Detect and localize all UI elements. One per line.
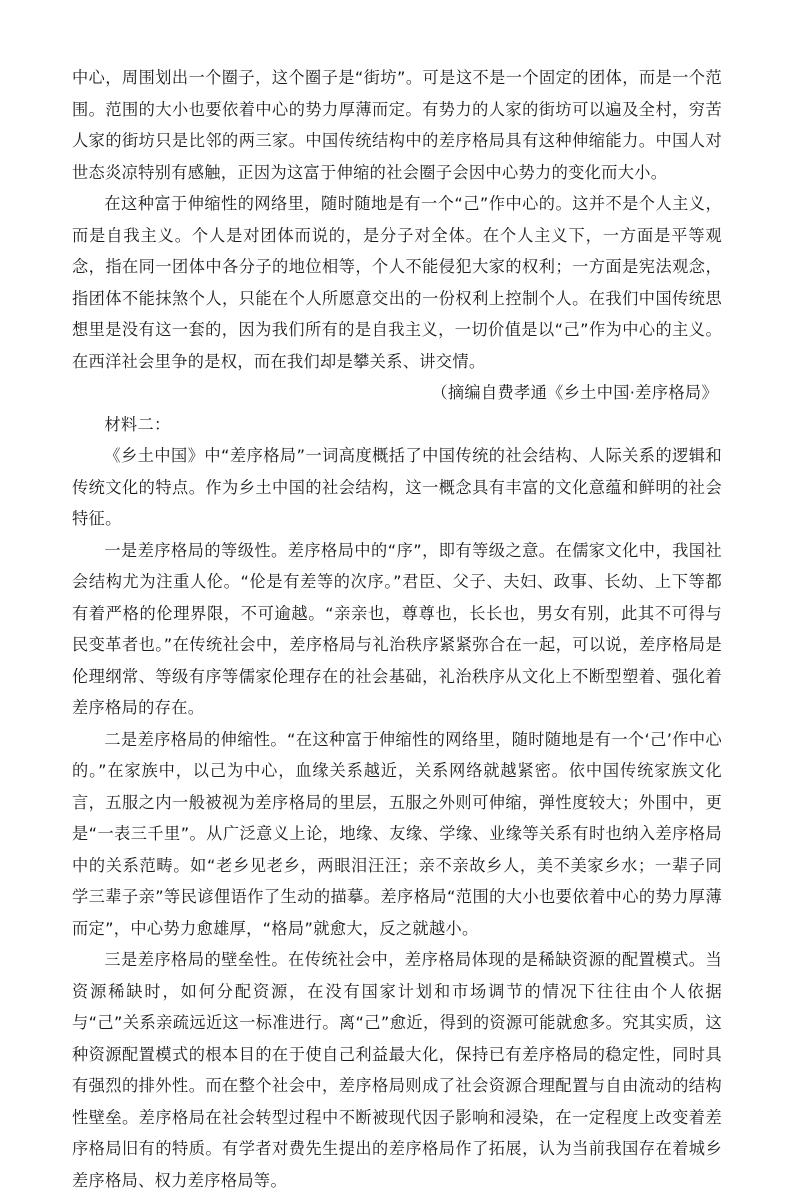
paragraph-hierarchy: 一是差序格局的等级性。差序格局中的“序”，即有等级之意。在儒家文化中，我国社会结构尤为注重人伦。“伦是有差等的次序。”君臣、父子、夫妇、政事、长幼、上下等都有着严格的伦理界限，不可逾越。“亲亲也，尊尊也，长长也，男女有别，此其不可得与民变革者也。”在传统社会中，差序格局与礼治秩序紧紧弥合在一起，可以说，差序格局是伦理纲常、等级有序等儒家伦理存在的社会基础，礼治秩序从文化上不断型塑着、强化着差序格局的存在。 xyxy=(72,540,722,717)
document-page xyxy=(72,62,722,1196)
source-citation: （摘编自费孝通《乡土中国·差序格局》 xyxy=(431,383,718,402)
paragraph-elasticity: 二是差序格局的伸缩性。“在这种富于伸缩性的网络里，随时随地是有一个‘己’作中心的。”在家族中，以己为中心，血缘关系越近，关系网络就越紧密。依中国传统家族文化言，五服之内一般被视为差序格局的里层，五服之外则可伸缩，弹性度较大；外围中，更是“一表三千里”。从广泛意义上论，地缘、友缘、学缘、业缘等关系有时也纳入差序格局中的关系范畴。如“老乡见老乡，两眼泪汪汪；亲不亲故乡人，美不美家乡水；一辈子同学三辈子亲”等民谚俚语作了生动的描摹。差序格局“范围的大小也要依着中心的势力厚薄而定”，中心势力愈雄厚，“格局”就愈大，反之就越小。 xyxy=(72,729,722,938)
paragraph-continuation: 中心，周围划出一个圈子，这个圈子是“街坊”。可是这不是一个固定的团体，而是一个范围。范围的大小也要依着中心的势力厚薄而定。有势力的人家的街坊可以遍及全村，穷苦人家的街坊只是比邻的两三家。中国传统结构中的差序格局具有这种伸缩能力。中国人对世态炎凉特别有感触，正因为这富于伸缩的社会圈子会因中心势力的变化而大小。 xyxy=(72,68,722,182)
paragraph-intro: 《乡土中国》中“差序格局”一词高度概括了中国传统的社会结构、人际关系的逻辑和传统文化的特点。作为乡土中国的社会结构，这一概念具有丰富的文化意蕴和鲜明的社会特征。 xyxy=(72,446,722,528)
section-heading-material-two: 材料二： xyxy=(104,414,171,434)
paragraph-barrier: 三是差序格局的壁垒性。在传统社会中，差序格局体现的是稀缺资源的配置模式。当资源稀缺时，如何分配资源，在没有国家计划和市场调节的情况下往往由个人依据与“己”关系亲疏远近这一标准进行。离“己”愈近，得到的资源可能就愈多。究其实质，这种资源配置模式的根本目的在于使自己利益最大化，保持已有差序格局的稳定性，同时具有强烈的排外性。而在整个社会中，差序格局则成了社会资源合理配置与自由流动的结构性壁垒。差序格局在社会转型过程中不断被现代因子影响和浸染，在一定程度上改变着差序格局旧有的特质。有学者对费先生提出的差序格局作了拓展，认为当前我国存在着城乡差序格局、权力差序格局等。 xyxy=(72,950,722,1190)
paragraph-self-centered: 在这种富于伸缩性的网络里，随时随地是有一个“己”作中心的。这并不是个人主义，而是自我主义。个人是对团体而说的，是分子对全体。在个人主义下，一方面是平等观念，指在同一团体中各分子的地位相等，个人不能侵犯大家的权利；一方面是宪法观念，指团体不能抹煞个人，只能在个人所愿意交出的一份权利上控制个人。在我们中国传统思想里是没有这一套的，因为我们所有的是自我主义，一切价值是以“己”作为中心的主义。在西洋社会里争的是权，而在我们却是攀关系、讲交情。 xyxy=(72,194,722,371)
